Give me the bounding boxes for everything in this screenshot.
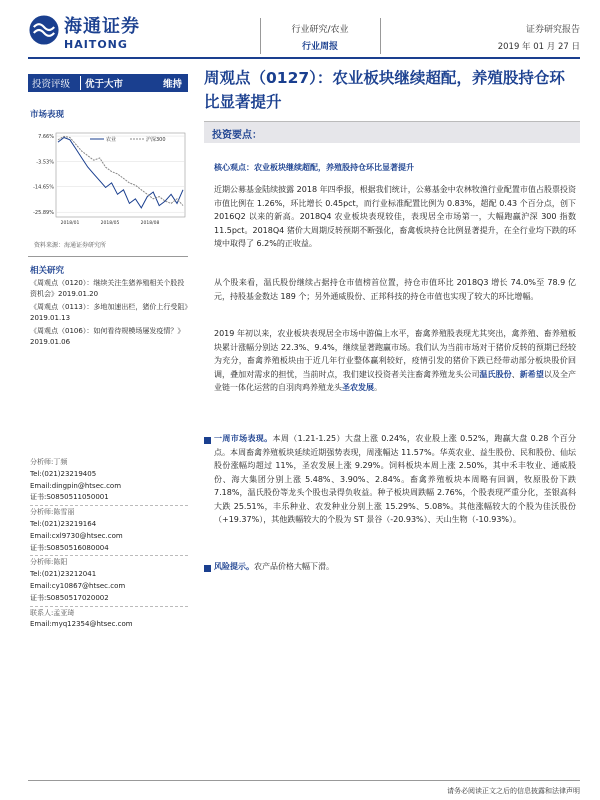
series-line-0 — [58, 138, 183, 208]
divider — [30, 606, 188, 607]
haitong-logo-icon — [28, 14, 60, 46]
paragraph-3-text: 2019 年初以来，农业板块表现居全市场中游偏上水平，畜禽养殖股表现尤其突出，禽养殖、畜养殖板块累计涨幅分别达 22.3%、9.4%，继续显著跑赢市场。我们认为当前市场对于猪价反转的预期已经较为充分，畜禽养殖板块由于近几年行业整体赢利较好，疫情引发的猪价下跌已经带动部分板块股价回调，叠加对需求的担忧，当前时点，我们建议投资者关注畜禽养殖龙头公司 — [214, 329, 576, 379]
key-points-bar — [204, 121, 580, 143]
series-line-1 — [58, 136, 183, 205]
chart-frame — [56, 133, 185, 217]
key-points-label: 投资要点： — [212, 130, 262, 141]
rating-value: 优于大市 — [80, 76, 150, 90]
analyst-email[interactable]: Email:cy10867@htsec.com — [30, 581, 126, 590]
stock-wens: 温氏股份 — [479, 369, 512, 379]
analyst-email[interactable]: Email:dingpin@htsec.com — [30, 481, 122, 490]
analyst-tel: Tel:(021)23212041 — [30, 570, 97, 579]
bullet-risk-text: 农产品价格大幅下滑。 — [254, 562, 334, 571]
report-category: 行业研究/农业 — [291, 25, 349, 35]
stock-newhope: 新希望 — [519, 369, 544, 379]
rating-label: 投资评级 — [32, 79, 71, 90]
analyst-cert: 证书:S0850517020002 — [30, 593, 109, 602]
bullet-risk-label: 风险提示。 — [214, 562, 254, 571]
rating-action: 维持 — [162, 79, 182, 90]
related-list — [30, 278, 188, 350]
legend-label: 沪深300 — [146, 137, 166, 143]
paragraph-3-text: 以及全产业链一体化运营的自羽肉鸡养殖龙头 — [214, 369, 577, 392]
report-title: 周观点（0127）：农业板块继续超配，养殖股持仓环比显著提升 — [204, 69, 565, 111]
paragraph-2: 从个股来看，温氏股份继续占据持仓市值榜首位置，持仓市值环比 2018Q3 增长 74.0%至 78.9 亿元，持股基金数达 189 个；另外通威股份、正邦科技的持仓市值也实现了较大的环比增幅。 — [214, 278, 576, 301]
related-title: 相关研究 — [30, 266, 65, 276]
analyst-tel: Tel:(021)23219164 — [30, 519, 97, 528]
bullet-risk — [214, 560, 576, 574]
report-type: 证券研究报告 — [525, 25, 580, 35]
analyst-tel: Tel:(021)23219405 — [30, 469, 97, 478]
analyst-list — [30, 457, 188, 631]
x-tick-label: 2018/05 — [100, 221, 120, 226]
stock-sunner: 圣农发展 — [342, 383, 374, 392]
report-subcategory: 行业周报 — [301, 42, 338, 52]
divider — [30, 555, 188, 556]
divider — [30, 505, 188, 506]
logo-en: HAITONG — [64, 38, 128, 51]
bullet-market-label: 一周市场表现。 — [214, 434, 273, 443]
related-item[interactable]: 《周观点（0113）：多地加速出栏，猪价上行受阻》2019.01.13 — [30, 303, 188, 322]
bullet-icon — [204, 565, 211, 572]
analyst-name: 分析师:陈阳 — [30, 558, 68, 567]
separator: 、 — [511, 369, 520, 379]
header-divider — [260, 18, 261, 54]
analyst-name: 分析师:丁频 — [30, 458, 68, 466]
footer-rule — [28, 780, 580, 781]
header-divider — [380, 18, 381, 54]
legend-label: 农业 — [106, 137, 117, 143]
y-tick-label: 7.66% — [38, 134, 54, 141]
analyst-cert: 证书:S0850516080004 — [30, 543, 109, 552]
market-chart — [30, 125, 190, 235]
y-tick-label: -14.65% — [33, 184, 54, 191]
related-item[interactable]: 《周观点（0120）：继续关注生猪养殖相关个股投资机会》2019.01.20 — [30, 279, 185, 298]
analyst-email[interactable]: Email:cxl9730@htsec.com — [30, 531, 123, 540]
header-rule — [28, 57, 580, 59]
y-tick-label: -25.89% — [33, 210, 54, 217]
analyst-email[interactable]: Email:myq12354@htsec.com — [30, 620, 133, 629]
rating-bar — [28, 74, 188, 92]
analyst-cert: 证书:S0850511050001 — [30, 493, 109, 502]
left-divider — [28, 256, 188, 257]
paragraph-3-end: 。 — [374, 383, 382, 392]
bullet-market — [214, 432, 576, 527]
paragraph-1: 近期公募基金陆续披露 2018 年四季报，根据我们统计，公募基金中农林牧渔行业配置市值占股票投资市值比例在 1.26%，环比增长 0.45pct，而行业标准配置比例为 0.83%，超配 0.43 个百分点，创下 2016Q2 以来的新高。2018Q4 农业板块表现较佳，表现居全市场第一，大幅跑赢沪深 300 指数 11.5pct。2018Q4 猪价大周期反转预期不断强化，畜禽板块持仓比例显著提升，在全行业均下跌的环境中取得了 6.2%的正收益。 — [214, 185, 576, 248]
footer-disclaimer: 请务必阅读正文之后的信息披露和法律声明 — [447, 787, 580, 795]
y-tick-label: -3.53% — [36, 159, 54, 166]
logo-cn: 海通证券 — [64, 16, 140, 37]
bullet-market-text: 本周（1.21-1.25）大盘上涨 0.24%，农业股上涨 0.52%，跑赢大盘 0.28 个百分点。本周畜禽养殖板块延续近期强势表现，周涨幅达 11.57%。华英农业、益生股份、民和股份、仙坛股份涨幅均超过 11%，圣农发展上涨 9.29%。饲料板块本周上涨 2.50%，其中禾丰牧业、通威股份、海大集团分别上涨 5.48%、3.90%、2.84%。畜禽养殖板块本周略有回调，牧原股份下跌 7.18%，温氏股份等龙头个股也录得负收益。种子板块周跌幅 2.76%，个股表现严重分化，荃银高科大跌 25.51%，丰乐种业、农发种业分别上涨 15.29%、5.08%。其他涨幅较大的个股为佳沃股份（+19.37%），其他跌幅较大的个股为 ST 景谷（-20.93%）、天山生物（-10.93%）。 — [214, 434, 577, 524]
analyst-name: 分析师:陈雪丽 — [30, 508, 75, 517]
related-item[interactable]: 《周观点（0106）：如何看待规模场屡发疫情？》2019.01.06 — [30, 327, 185, 346]
core-view: 核心观点：农业板块继续超配，养殖股持仓环比显著提升 — [214, 163, 414, 172]
market-title: 市场表现 — [30, 110, 65, 120]
x-tick-label: 2018/08 — [140, 221, 160, 226]
paragraph-3 — [214, 327, 576, 395]
chart-source: 资料来源：海通证券研究所 — [34, 242, 107, 249]
x-tick-label: 2018/01 — [60, 221, 80, 226]
report-date: 2019 年 01 月 27 日 — [497, 42, 580, 52]
analyst-name: 联系人:孟亚琦 — [30, 608, 75, 617]
bullet-icon — [204, 437, 211, 444]
